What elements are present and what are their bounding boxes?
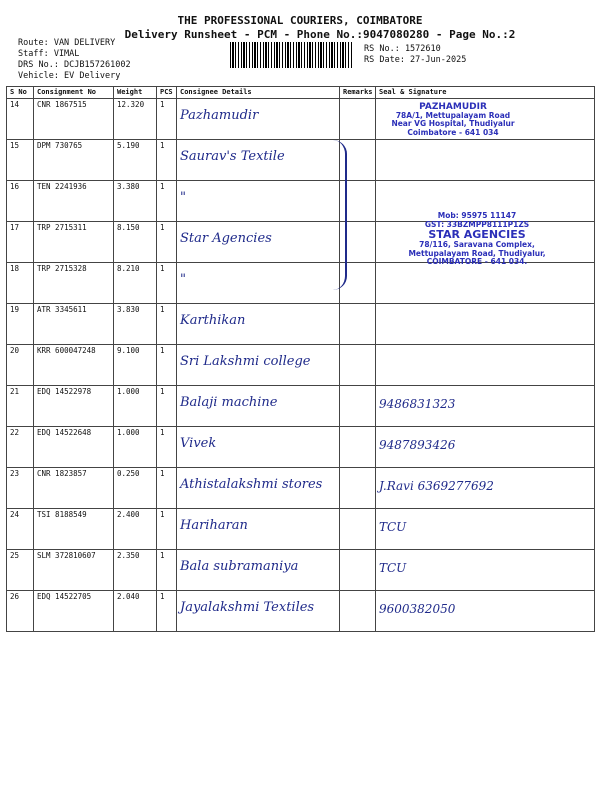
table-header-row [7,87,595,99]
consignment-cell [34,386,114,427]
signature-cell-text: TCU [379,520,407,534]
table-row [7,550,595,591]
consignee-cell-text: Pazhamudir [180,108,259,123]
consignment-cell [34,509,114,550]
stamp-line: Near VG Hospital, Thudiyalur [391,119,515,128]
table-row [7,386,595,427]
pcs-cell-text: 1 [160,469,165,478]
weight-cell [114,509,157,550]
serial-cell [7,550,34,591]
stamp-line: COIMBATORE - 641 034. [426,257,528,266]
serial-cell-text: 23 [10,469,20,478]
weight-cell [114,550,157,591]
serial-cell-text: 16 [10,182,20,191]
consignee-cell-text: Star Agencies [180,231,272,246]
remarks-cell [340,345,376,386]
pcs-cell [157,550,177,591]
table-row [7,345,595,386]
pcs-cell [157,345,177,386]
weight-cell-text: 2.040 [117,592,140,601]
serial-cell-text: 21 [10,387,20,396]
consignee-cell [177,263,340,304]
consignee-cell [177,181,340,222]
weight-cell-text: 3.380 [117,182,140,191]
consignment-cell [34,222,114,263]
signature-cell-text: TCU [379,561,407,575]
staff: Staff: VIMAL [18,49,80,59]
weight-cell-text: 1.000 [117,387,140,396]
table-row [7,140,595,181]
consignee-cell-text: Athistalakshmi stores [180,477,323,492]
consignee-cell [177,509,340,550]
pcs-cell-text: 1 [160,551,165,560]
consignee-cell [177,468,340,509]
serial-cell [7,304,34,345]
signature-cell [376,550,595,591]
signature-cell [376,345,595,386]
weight-cell [114,99,157,140]
consignment-cell-text: KRR 600047248 [37,346,96,355]
consignee-cell [177,140,340,181]
consignment-cell-text: EDQ 14522978 [37,387,92,396]
consignment-cell-text: EDQ 14522705 [37,592,92,601]
weight-cell [114,222,157,263]
brace-mark [333,140,347,290]
col-seal-signature: Seal & Signature [376,87,595,99]
rs-no: RS No.: 1572610 [364,44,441,54]
serial-cell [7,140,34,181]
weight-cell-text: 5.190 [117,141,140,150]
signature-cell [376,386,595,427]
stamp-line: Coimbatore - 641 034 [407,127,499,137]
pcs-cell-text: 1 [160,100,165,109]
stamp-line: Mob: 95975 11147 [437,211,517,220]
table-row [7,427,595,468]
col-consignment: Consignment No [34,87,114,99]
consignee-cell-text: " [180,190,186,205]
serial-cell-text: 26 [10,592,20,601]
consignee-cell-text: Karthikan [180,313,246,328]
serial-cell [7,386,34,427]
serial-cell [7,345,34,386]
consignment-cell-text: ATR 3345611 [37,305,87,314]
pcs-cell [157,222,177,263]
serial-cell [7,591,34,632]
pcs-cell [157,386,177,427]
signature-cell [376,591,595,632]
signature-cell-text: 9600382050 [379,602,456,616]
consignment-cell [34,591,114,632]
serial-cell [7,468,34,509]
weight-cell-text: 2.350 [117,551,140,560]
pcs-cell [157,181,177,222]
consignee-cell [177,304,340,345]
consignment-cell [34,181,114,222]
serial-cell-text: 20 [10,346,20,355]
pazhamudir-stamp [388,103,518,137]
table-row [7,468,595,509]
weight-cell [114,468,157,509]
route: Route: VAN DELIVERY [18,38,116,48]
remarks-cell [340,427,376,468]
pcs-cell-text: 1 [160,592,165,601]
consignment-cell [34,345,114,386]
weight-cell-text: 8.150 [117,223,140,232]
stamp-line: 78A/1, Mettupalayam Road [395,110,511,120]
pcs-cell-text: 1 [160,141,165,150]
pcs-cell [157,140,177,181]
weight-cell [114,427,157,468]
table-row [7,304,595,345]
consignee-cell [177,591,340,632]
table-row [7,263,595,304]
pcs-cell-text: 1 [160,510,165,519]
serial-cell-text: 18 [10,264,20,273]
table-row [7,509,595,550]
consignee-cell-text: Saurav's Textile [180,149,285,164]
consignment-cell-text: CNR 1823857 [37,469,87,478]
weight-cell-text: 12.320 [117,100,145,109]
serial-cell-text: 25 [10,551,20,560]
consignment-cell [34,304,114,345]
serial-cell [7,263,34,304]
weight-cell [114,386,157,427]
pcs-cell [157,304,177,345]
consignee-cell [177,345,340,386]
remarks-cell [340,509,376,550]
stamp-line: STAR AGENCIES [428,228,526,241]
serial-cell-text: 15 [10,141,20,150]
stamp-line: GST: 33BZMPP8111P1ZS [424,219,530,229]
weight-cell [114,304,157,345]
pcs-cell [157,427,177,468]
pcs-cell [157,468,177,509]
pcs-cell [157,263,177,304]
col-remarks: Remarks [340,87,376,99]
serial-cell [7,222,34,263]
consignment-cell-text: TRP 2715311 [37,223,87,232]
consignment-cell-text: CNR 1867515 [37,100,87,109]
stamp-line: PAZHAMUDIR [419,102,487,112]
pcs-cell [157,99,177,140]
pcs-cell-text: 1 [160,387,165,396]
consignment-cell-text: TRP 2715328 [37,264,87,273]
consignee-cell-text: Vivek [180,436,217,451]
serial-cell [7,99,34,140]
consignee-cell-text: Jayalakshmi Textiles [180,600,315,615]
signature-cell [376,468,595,509]
serial-cell-text: 22 [10,428,20,437]
signature-cell-text: 9486831323 [379,397,456,411]
consignment-cell-text: DPM 730765 [37,141,83,150]
serial-cell-text: 24 [10,510,20,519]
consignment-cell [34,550,114,591]
signature-cell [376,427,595,468]
remarks-cell [340,591,376,632]
barcode [230,42,352,68]
consignee-cell-text: " [180,272,186,287]
serial-cell-text: 14 [10,100,20,109]
signature-cell [376,140,595,181]
pcs-cell-text: 1 [160,428,165,437]
signature-cell-text: J.Ravi 6369277692 [379,479,494,493]
vehicle: Vehicle: EV Delivery [18,71,121,81]
signature-cell-text: 9487893426 [379,438,456,452]
weight-cell-text: 1.000 [117,428,140,437]
consignment-cell-text: TEN 2241936 [37,182,87,191]
pcs-cell-text: 1 [160,223,165,232]
consignee-cell-text: Bala subramaniya [180,559,299,574]
consignee-cell [177,222,340,263]
signature-cell [376,509,595,550]
serial-cell-text: 19 [10,305,20,314]
remarks-cell [340,468,376,509]
consignee-cell-text: Hariharan [180,518,248,533]
consignment-cell [34,427,114,468]
star-agencies-stamp [392,212,562,267]
serial-cell-text: 17 [10,223,20,232]
signature-cell [376,304,595,345]
weight-cell-text: 8.210 [117,264,140,273]
consignment-cell-text: TSI 8188549 [37,510,87,519]
col-sno: S No [7,87,34,99]
remarks-cell [340,304,376,345]
runsheet-subtitle: Delivery Runsheet - PCM - Phone No.:9047080280 - Page No.:2 [124,28,516,41]
weight-cell-text: 0.250 [117,469,140,478]
serial-cell [7,181,34,222]
route-info [18,38,131,82]
weight-cell-text: 9.100 [117,346,140,355]
signature-cell [376,263,595,304]
stamp-line: Mettupalayam Road, Thudiyalur, [408,248,546,258]
consignee-cell [177,99,340,140]
drs-no: DRS No.: DCJB157261002 [18,60,131,70]
col-pcs: PCS [157,87,177,99]
pcs-cell-text: 1 [160,264,165,273]
consignment-cell [34,140,114,181]
remarks-cell [340,99,376,140]
consignee-cell-text: Balaji machine [180,395,278,410]
consignment-cell-text: EDQ 14522648 [37,428,92,437]
serial-cell [7,509,34,550]
consignee-cell [177,550,340,591]
col-weight: Weight [114,87,157,99]
weight-cell-text: 2.400 [117,510,140,519]
company-title: THE PROFESSIONAL COURIERS, COIMBATORE [177,14,423,27]
stamp-line: 78/116, Saravana Complex, [419,240,535,249]
consignee-cell-text: Sri Lakshmi college [180,354,311,369]
consignment-cell [34,99,114,140]
pcs-cell [157,509,177,550]
pcs-cell-text: 1 [160,346,165,355]
weight-cell [114,591,157,632]
weight-cell [114,181,157,222]
consignee-cell [177,427,340,468]
consignment-cell-text: SLM 372810607 [37,551,96,560]
weight-cell-text: 3.830 [117,305,140,314]
runsheet-table [6,86,595,632]
weight-cell [114,345,157,386]
col-consignee: Consignee Details [177,87,340,99]
consignee-cell [177,386,340,427]
pcs-cell-text: 1 [160,182,165,191]
consignment-cell [34,468,114,509]
serial-cell [7,427,34,468]
weight-cell [114,263,157,304]
weight-cell [114,140,157,181]
rs-info [364,44,466,66]
table-row [7,591,595,632]
rs-date: RS Date: 27-Jun-2025 [364,55,467,65]
pcs-cell [157,591,177,632]
remarks-cell [340,386,376,427]
pcs-cell-text: 1 [160,305,165,314]
remarks-cell [340,550,376,591]
consignment-cell [34,263,114,304]
